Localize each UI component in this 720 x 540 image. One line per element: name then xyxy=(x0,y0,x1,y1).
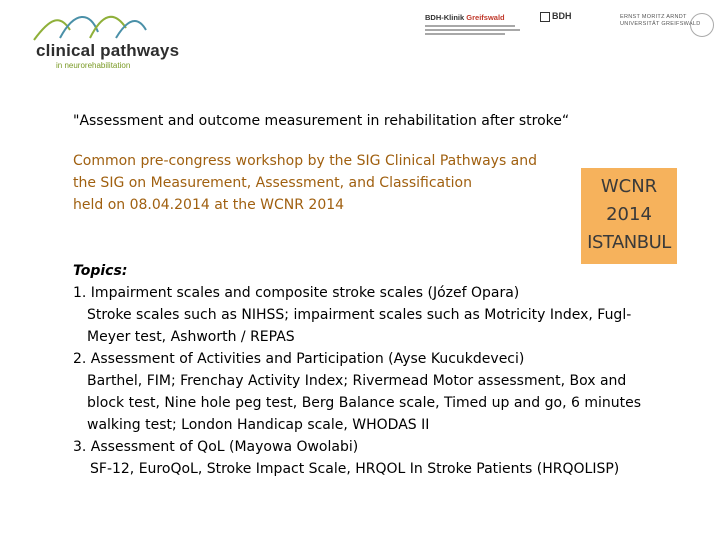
workshop-line-2: the SIG on Measurement, Assessment, and Classification xyxy=(73,175,472,191)
wcnr-badge-line-1: WCNR xyxy=(600,176,658,197)
topic-3-title: 3. Assessment of QoL (Mayowa Owolabi) xyxy=(73,439,359,455)
wcnr-2014-badge xyxy=(581,168,677,264)
topic-1-title: 1. Impairment scales and composite stroke scales (Józef Opara) xyxy=(73,285,520,301)
topic-3-detail: SF-12, EuroQoL, Stroke Impact Scale, HRQOL In Stroke Patients (HRQOLISP) xyxy=(90,461,620,477)
pathways-swirl-icon xyxy=(30,8,150,44)
logo-subtitle: in neurorehabilitation xyxy=(56,61,131,70)
wcnr-badge-line-2: 2014 xyxy=(606,204,652,225)
bdh-logo xyxy=(540,12,585,26)
bdh-mark-icon xyxy=(540,12,550,22)
topic-2-detail: walking test; London Handicap scale, WHODAS II xyxy=(87,417,430,433)
clinical-pathways-logo xyxy=(30,8,195,70)
topic-2-title: 2. Assessment of Activities and Participation (Ayse Kucukdeveci) xyxy=(73,351,525,367)
topics-section xyxy=(73,260,641,480)
topic-2-detail: Barthel, FIM; Frenchay Activity Index; Rivermead Motor assessment, Box and xyxy=(87,373,627,389)
workshop-title: "Assessment and outcome measurement in rehabilitation after stroke“ xyxy=(73,113,570,129)
topics-heading: Topics: xyxy=(73,263,128,279)
university-seal-icon xyxy=(690,13,714,37)
topic-1-detail: Meyer test, Ashworth / REPAS xyxy=(87,329,295,345)
bdh-name: BDH xyxy=(552,11,572,21)
workshop-line-3: held on 08.04.2014 at the WCNR 2014 xyxy=(73,197,345,213)
topic-2-detail: block test, Nine hole peg test, Berg Balance scale, Timed up and go, 6 minutes xyxy=(87,395,641,411)
bdh-klinik-logo xyxy=(425,13,537,37)
bdh-klinik-name: BDH-Klinik Greifswald xyxy=(425,13,505,22)
logo-title: clinical pathways xyxy=(36,41,180,60)
wcnr-badge-line-3: ISTANBUL xyxy=(587,232,671,253)
university-line-1: ERNST MORITZ ARNDT xyxy=(620,14,687,20)
university-line-2: UNIVERSITÄT GREIFSWALD xyxy=(620,21,701,27)
topic-1-detail: Stroke scales such as NIHSS; impairment scales such as Motricity Index, Fugl- xyxy=(87,307,632,323)
workshop-line-1: Common pre-congress workshop by the SIG Clinical Pathways and xyxy=(73,153,538,169)
logo-fine-print xyxy=(425,23,525,35)
university-logo xyxy=(620,14,701,32)
workshop-info xyxy=(73,150,537,216)
